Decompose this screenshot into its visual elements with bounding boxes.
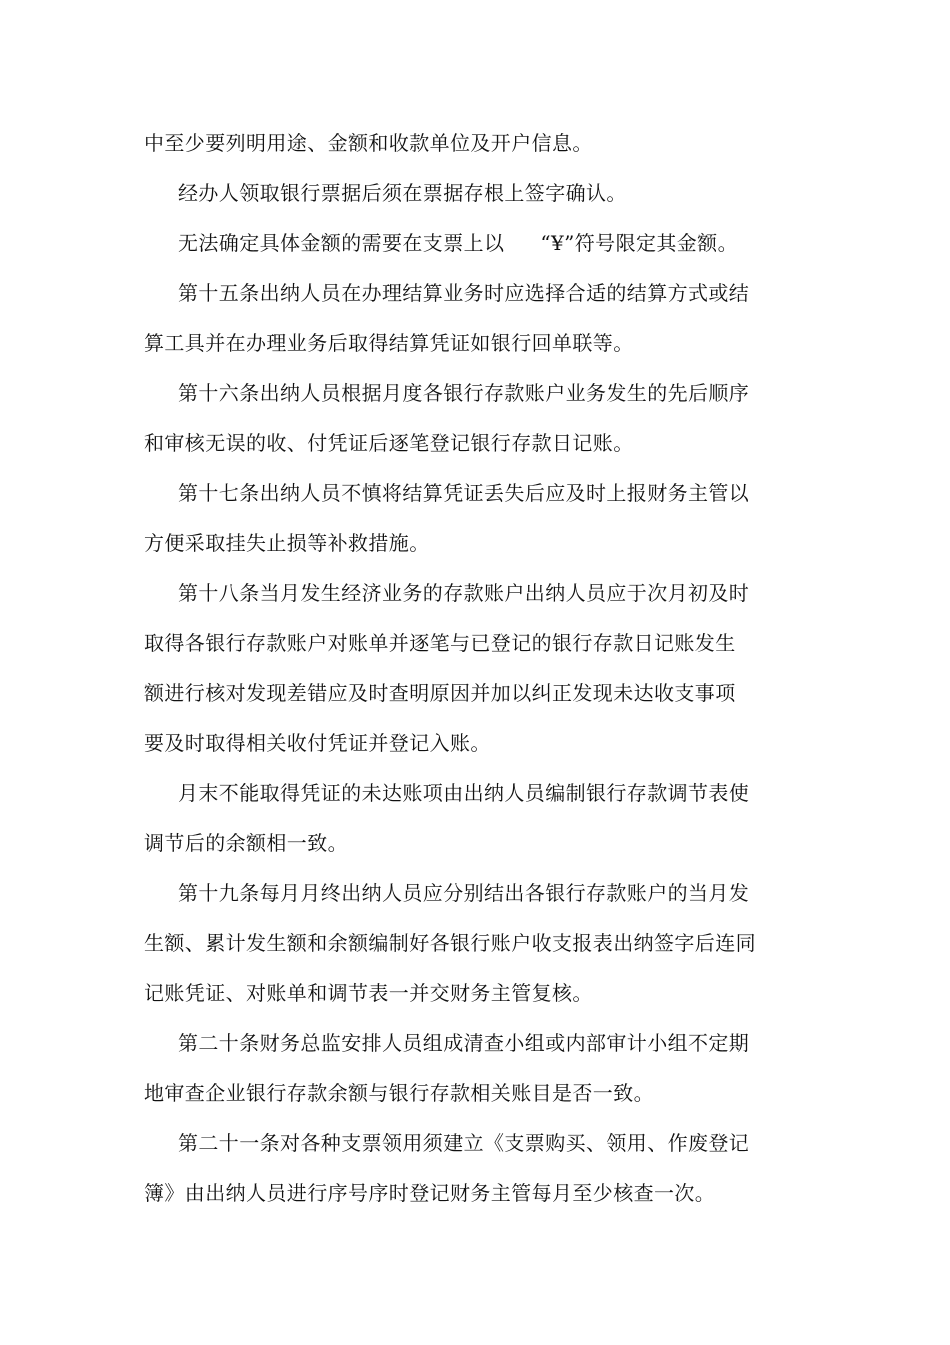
text-line: 经办人领取银行票据后须在票据存根上签字确认。 xyxy=(178,181,627,205)
text-line: 第十八条当月发生经济业务的存款账户出纳人员应于次月初及时 xyxy=(178,581,750,605)
text-line: 第二十条财务总监安排人员组成清查小组或内部审计小组不定期 xyxy=(178,1031,750,1055)
text-line: 算工具并在办理业务后取得结算凭证如银行回单联等。 xyxy=(144,331,634,355)
text-line: 第十九条每月月终出纳人员应分别结出各银行存款账户的当月发 xyxy=(178,881,750,905)
text-line: 调节后的余额相一致。 xyxy=(144,831,348,855)
text-segment: 无法确定具体金额的需要在支票上以 xyxy=(178,231,505,255)
text-line: 地审查企业银行存款余额与银行存款相关账目是否一致。 xyxy=(144,1081,654,1105)
document-body xyxy=(144,118,784,1218)
text-line: 方便采取挂失止损等补救措施。 xyxy=(144,531,430,555)
text-line: 月末不能取得凭证的未达账项由出纳人员编制银行存款调节表使 xyxy=(178,781,750,805)
text-line: 第十五条出纳人员在办理结算业务时应选择合适的结算方式或结 xyxy=(178,281,750,305)
text-line: 额进行核对发现差错应及时查明原因并加以纠正发现未达收支事项 xyxy=(144,681,736,705)
text-line: 生额、累计发生额和余额编制好各银行账户收支报表出纳签字后连同 xyxy=(144,931,756,955)
text-line: 第十六条出纳人员根据月度各银行存款账户业务发生的先后顺序 xyxy=(178,381,750,405)
text-segment: “¥”符号限定其金额。 xyxy=(540,231,738,255)
text-line: 取得各银行存款账户对账单并逐笔与已登记的银行存款日记账发生 xyxy=(144,631,736,655)
text-line: 要及时取得相关收付凭证并登记入账。 xyxy=(144,731,491,755)
text-line: 簿》由出纳人员进行序号序时登记财务主管每月至少核查一次。 xyxy=(144,1181,716,1205)
text-line: 第二十一条对各种支票领用须建立《支票购买、领用、作废登记 xyxy=(178,1131,750,1155)
text-line: 和审核无误的收、付凭证后逐笔登记银行存款日记账。 xyxy=(144,431,634,455)
text-line: 记账凭证、对账单和调节表一并交财务主管复核。 xyxy=(144,981,593,1005)
text-line: 中至少要列明用途、金额和收款单位及开户信息。 xyxy=(144,131,593,155)
text-line: 第十七条出纳人员不慎将结算凭证丢失后应及时上报财务主管以 xyxy=(178,481,750,505)
text-line xyxy=(144,218,784,268)
